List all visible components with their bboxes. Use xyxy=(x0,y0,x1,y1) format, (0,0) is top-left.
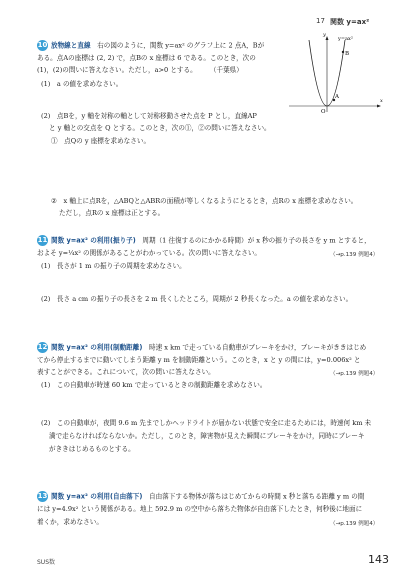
q10-heading xyxy=(37,40,264,51)
q13-ref: （→p.139 例題4） xyxy=(330,521,379,527)
q10-line-2: (1)，(2)の問いに答えなさい。ただし，a>0 とする。 （千葉県） xyxy=(37,66,243,74)
page-number: 143 xyxy=(368,553,389,566)
q10-sub-2b: と y 軸との交点を Q とする。このとき，次の①，②の問いに答えなさい。 xyxy=(49,124,271,132)
graph-point-a-label: A xyxy=(335,94,339,100)
q11-heading xyxy=(37,235,371,246)
q11-sub-2: (2) 長さ a cm の振り子の長さを 2 m 長くしたところ，周期が 2 秒長くなった。a の値を求めなさい。 xyxy=(41,295,353,303)
q12-line-1: てから停止するまでに動いてしまう距離 y m を制動距離という。このとき，x と y の間には，y=0.006x² と xyxy=(37,356,361,364)
q10-sub-2-2b: ただし，点Rの x 座標は正とする。 xyxy=(59,209,165,217)
q11-line-1: およそ y=¼x² の関係があることがわかっている。次の問いに答えなさい。 xyxy=(37,249,262,257)
q11-line-0: 周期（1 往復するのにかかる時間）が x 秒の振り子の長さを y m とすると， xyxy=(142,236,371,245)
q10-line-1: ある。点Aの座標は (2, 2) で，点Bの x 座標は 6 である。このとき，次の xyxy=(37,54,256,62)
x-axis-arrow xyxy=(377,105,381,108)
q11-ref: （→p.139 例題4） xyxy=(330,252,379,258)
q13-title: 関数 y=ax² の利用(自由落下) xyxy=(51,492,143,501)
point-b xyxy=(342,51,344,53)
q10-line-0: 右の図のように，関数 y=ax² のグラフ上に 2 点A，Bが xyxy=(97,41,265,50)
q11-sub-1: (1) 長さが 1 m の振り子の周期を求めなさい。 xyxy=(41,262,186,270)
q11-number-badge: 11 xyxy=(37,236,48,244)
q13-line-0: 自由落下する物体が落ちはじめてからの時間 x 秒と落ちる距離 y m の間 xyxy=(148,492,365,501)
q13-line-1: には y=4.9x² という関係がある。地上 592.9 m の空中から落ちた物体が自由落下したとき，何秒後に地面に xyxy=(37,505,363,513)
footer-label: SUS数 xyxy=(37,559,56,566)
q10-sub-2-1: ① 点Qの y 座標を求めなさい。 xyxy=(51,137,151,145)
section-title: 関数 y=ax² xyxy=(330,18,370,26)
parabola-graph xyxy=(287,30,387,130)
q10-sub-2a: (2) 点Bを，y 軸を対称の軸として対称移動させた点を P とし，直線AP xyxy=(41,112,257,120)
graph-origin-label: O xyxy=(321,109,326,115)
q13-line-2: 着くか，求めなさい。 xyxy=(37,518,103,526)
q13-heading xyxy=(37,491,364,502)
y-axis-arrow xyxy=(326,36,329,40)
q10-sub-2-2a: ② x 軸上に点Rを，△ABQと△ABRの面積が等しくなるようにとるとき，点Rの x 座標を求めなさい。 xyxy=(51,197,358,205)
q13-number-badge: 13 xyxy=(37,492,48,500)
graph-y-label: y xyxy=(323,32,326,38)
q12-title: 関数 y=ax² の利用(制動距離) xyxy=(51,343,143,352)
q10-sub-1: (1) a の値を求めなさい。 xyxy=(41,80,123,88)
q12-number-badge: 12 xyxy=(37,343,48,351)
q12-line-2: 表すことができる。これについて，次の問いに答えなさい。 xyxy=(37,368,215,376)
q12-ref: （→p.139 例題4） xyxy=(330,371,379,377)
q12-line-0: 時速 x km で走っている自動車がブレーキをかけ，ブレーキがききはじめ xyxy=(148,343,367,352)
section-number: 17 xyxy=(316,17,325,25)
q12-heading xyxy=(37,342,366,353)
graph-point-b-label: B xyxy=(345,51,350,57)
graph-x-label: x xyxy=(380,98,383,104)
graph-curve-label: y=ax² xyxy=(338,36,353,42)
q11-title: 関数 y=ax² の利用(振り子) xyxy=(51,236,136,245)
q12-sub-2a: (2) この自動車が，夜間 9.6 m 先までしかヘッドライトが届かない状態で安全に走るためには，時速何 km 未 xyxy=(41,419,372,427)
q10-title: 放物線と直線 xyxy=(51,41,91,50)
q10-number-badge: 10 xyxy=(37,41,48,49)
q12-sub-1: (1) この自動車が時速 60 km で走っているときの制動距離を求めなさい。 xyxy=(41,381,267,389)
q12-sub-2c: がききはじめるものとする。 xyxy=(49,445,135,453)
q12-sub-2b: 満で走らなければならないか。ただし，このとき，障害物が見えた瞬間にブレーキをかけ，同時にブレーキ xyxy=(49,432,365,440)
